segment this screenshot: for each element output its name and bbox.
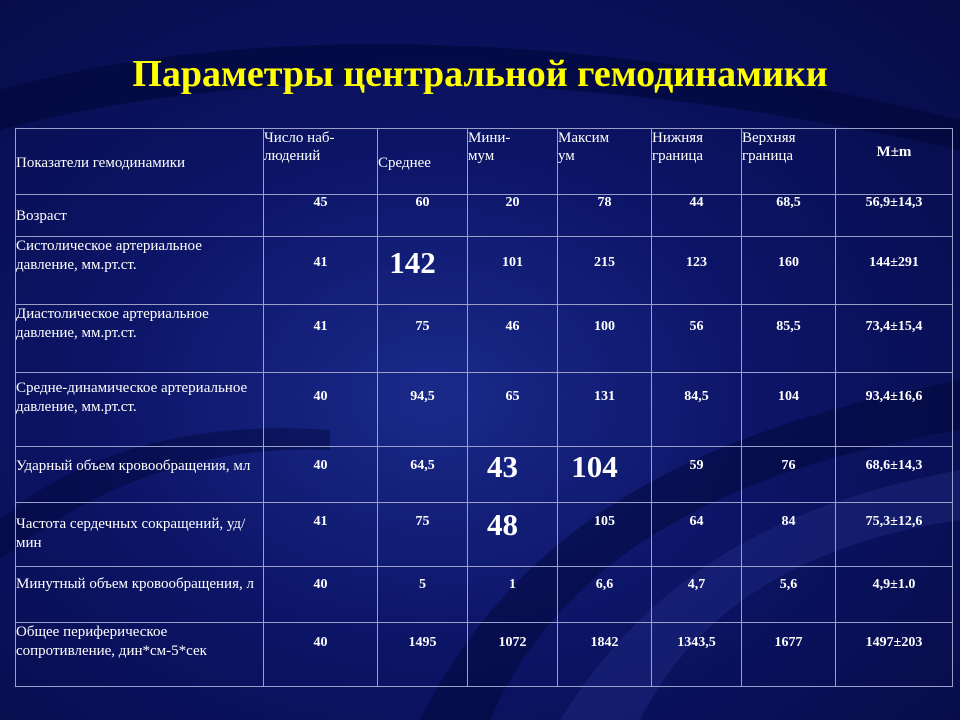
cell-n: 40 bbox=[264, 373, 378, 447]
cell-min: 1 bbox=[468, 567, 558, 623]
cell-min: 65 bbox=[468, 373, 558, 447]
cell-upper: 160 bbox=[742, 237, 836, 305]
cell-upper: 76 bbox=[742, 447, 836, 503]
table-row bbox=[16, 195, 953, 237]
slide-title: Параметры центральной гемодинамики bbox=[132, 53, 828, 95]
cell-mm: 1497±203 bbox=[836, 623, 953, 687]
row-label: Средне-динамическое артериальное давление, мм.рт.ст. bbox=[16, 373, 264, 447]
table-row bbox=[16, 373, 953, 447]
cell-min: 46 bbox=[468, 305, 558, 373]
cell-max: 78 bbox=[558, 195, 652, 237]
cell-mm: 75,3±12,6 bbox=[836, 503, 953, 567]
cell-max: 6,6 bbox=[558, 567, 652, 623]
cell-max: 104 bbox=[558, 447, 652, 503]
cell-mean: 94,5 bbox=[378, 373, 468, 447]
cell-mm: 68,6±14,3 bbox=[836, 447, 953, 503]
cell-mean: 64,5 bbox=[378, 447, 468, 503]
cell-mm: 93,4±16,6 bbox=[836, 373, 953, 447]
cell-mm: 144±291 bbox=[836, 237, 953, 305]
cell-mm: 4,9±1.0 bbox=[836, 567, 953, 623]
cell-mean: 75 bbox=[378, 503, 468, 567]
header-indicator: Показатели гемодинамики bbox=[16, 129, 264, 195]
cell-n: 41 bbox=[264, 503, 378, 567]
cell-min: 20 bbox=[468, 195, 558, 237]
cell-min: 101 bbox=[468, 237, 558, 305]
table-row bbox=[16, 623, 953, 687]
hemodynamics-table bbox=[15, 128, 953, 687]
cell-upper: 68,5 bbox=[742, 195, 836, 237]
cell-mean: 60 bbox=[378, 195, 468, 237]
row-label: Диастолическое артериальное давление, мм.рт.ст. bbox=[16, 305, 264, 373]
row-label: Минутный объем кровообращения, л bbox=[16, 567, 264, 623]
table-header-row bbox=[16, 129, 953, 195]
header-max: Максим ум bbox=[558, 129, 652, 195]
cell-n: 45 bbox=[264, 195, 378, 237]
header-upper: Верхняя граница bbox=[742, 129, 836, 195]
cell-mm: 56,9±14,3 bbox=[836, 195, 953, 237]
cell-min: 1072 bbox=[468, 623, 558, 687]
table-row bbox=[16, 447, 953, 503]
cell-lower: 4,7 bbox=[652, 567, 742, 623]
cell-max: 215 bbox=[558, 237, 652, 305]
row-label: Возраст bbox=[16, 195, 264, 237]
header-mm: M±m bbox=[836, 129, 953, 195]
cell-lower: 59 bbox=[652, 447, 742, 503]
cell-mean: 142 bbox=[378, 237, 468, 305]
cell-max: 105 bbox=[558, 503, 652, 567]
row-label: Ударный объем кровообращения, мл bbox=[16, 447, 264, 503]
cell-mean: 1495 bbox=[378, 623, 468, 687]
cell-mean: 75 bbox=[378, 305, 468, 373]
cell-upper: 104 bbox=[742, 373, 836, 447]
cell-n: 40 bbox=[264, 447, 378, 503]
table-row bbox=[16, 567, 953, 623]
cell-mean: 5 bbox=[378, 567, 468, 623]
table-row bbox=[16, 305, 953, 373]
cell-max: 100 bbox=[558, 305, 652, 373]
header-count: Число наб- людений bbox=[264, 129, 378, 195]
cell-n: 41 bbox=[264, 237, 378, 305]
header-lower: Нижняя граница bbox=[652, 129, 742, 195]
cell-lower: 84,5 bbox=[652, 373, 742, 447]
cell-lower: 64 bbox=[652, 503, 742, 567]
row-label: Систолическое артериальное давление, мм.рт.ст. bbox=[16, 237, 264, 305]
cell-max: 1842 bbox=[558, 623, 652, 687]
row-label: Общее периферическое сопротивление, дин*см-5*сек bbox=[16, 623, 264, 687]
cell-lower: 56 bbox=[652, 305, 742, 373]
cell-min: 43 bbox=[468, 447, 558, 503]
cell-lower: 1343,5 bbox=[652, 623, 742, 687]
cell-upper: 85,5 bbox=[742, 305, 836, 373]
cell-upper: 1677 bbox=[742, 623, 836, 687]
cell-upper: 5,6 bbox=[742, 567, 836, 623]
header-min: Мини- мум bbox=[468, 129, 558, 195]
cell-lower: 44 bbox=[652, 195, 742, 237]
row-label: Частота сердечных сокращений, уд/мин bbox=[16, 503, 264, 567]
cell-n: 41 bbox=[264, 305, 378, 373]
cell-min: 48 bbox=[468, 503, 558, 567]
cell-n: 40 bbox=[264, 567, 378, 623]
cell-max: 131 bbox=[558, 373, 652, 447]
cell-mm: 73,4±15,4 bbox=[836, 305, 953, 373]
cell-upper: 84 bbox=[742, 503, 836, 567]
header-mean: Среднее bbox=[378, 129, 468, 195]
table-row bbox=[16, 237, 953, 305]
table-row bbox=[16, 503, 953, 567]
cell-lower: 123 bbox=[652, 237, 742, 305]
cell-n: 40 bbox=[264, 623, 378, 687]
